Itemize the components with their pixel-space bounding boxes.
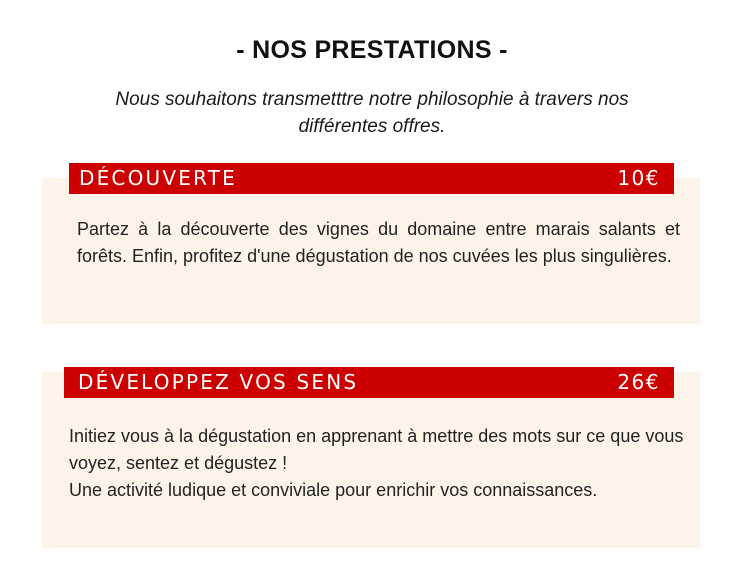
offer-name: DÉVELOPPEZ VOS SENS xyxy=(78,370,359,394)
page-title: - NOS PRESTATIONS - xyxy=(236,36,508,64)
offer-description: Partez à la découverte des vignes du domaine entre marais salants et forêts. Enfin, profitez d'une dégustation de nos cuvées les plus singulières. xyxy=(77,219,680,266)
offer-banner-decouverte xyxy=(69,163,674,194)
offer-description-line: Une activité ludique et conviviale pour enrichir vos connaissances. xyxy=(69,480,598,500)
offer-banner-sens xyxy=(64,367,674,398)
offer-price: 26€ xyxy=(617,370,660,394)
offer-name: DÉCOUVERTE xyxy=(79,166,237,190)
page-subtitle: Nous souhaitons transmetttre notre philosophie à travers nos différentes offres. xyxy=(115,89,629,137)
offer-description xyxy=(69,423,689,504)
offer-description-line: Initiez vous à la dégustation en apprenant à mettre des mots sur ce que vous voyez, sentez et dégustez ! xyxy=(69,426,684,473)
offer-price: 10€ xyxy=(617,166,660,190)
